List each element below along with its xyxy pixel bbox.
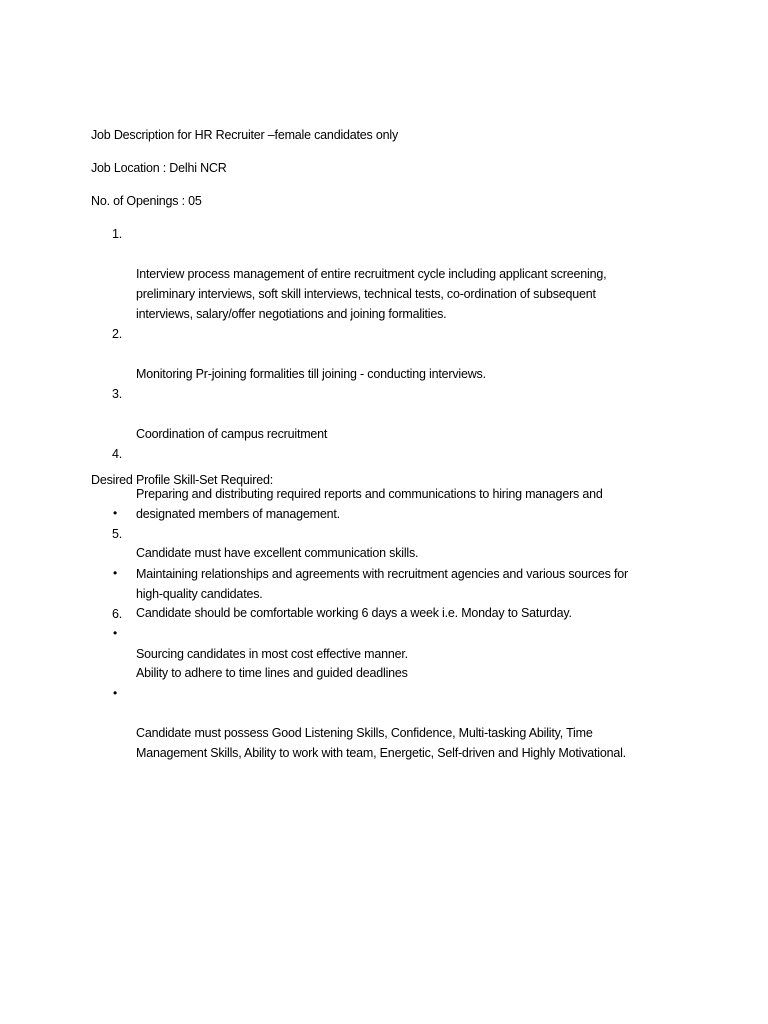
list-number: 4.	[112, 447, 123, 461]
list-number: 5.	[112, 527, 123, 541]
list-item-text: Candidate must possess Good Listening Skills, Confidence, Multi-tasking Ability, Time Management Skills, Ability to work with team, Energetic, Self-driven and Highly Motivational.	[136, 726, 626, 760]
list-item-text: Coordination of campus recruitment	[136, 427, 328, 441]
list-item-text: Sourcing candidates in most cost effective manner.	[136, 647, 408, 661]
list-item	[91, 623, 691, 683]
job-location: Job Location : Delhi NCR	[91, 161, 227, 175]
bullet-icon: •	[113, 686, 118, 700]
list-number: 6.	[112, 607, 123, 621]
number-of-openings: No. of Openings : 05	[91, 194, 202, 208]
list-number: 1.	[112, 227, 123, 241]
list-item-text: Candidate must have excellent communication skills.	[136, 546, 419, 560]
list-item	[91, 563, 691, 623]
list-item	[91, 503, 691, 563]
bullet-icon: •	[113, 506, 118, 520]
skills-list	[91, 503, 691, 763]
list-item-text: Interview process management of entire recruitment cycle including applicant screening, preliminary interviews, soft skill interviews, technical tests, co-ordination of subsequent interviews, salary/offer negotiations and joining formalities.	[136, 267, 607, 321]
bullet-icon: •	[113, 626, 118, 640]
list-item	[91, 324, 691, 384]
list-item-text: Ability to adhere to time lines and guided deadlines	[136, 666, 408, 680]
list-item-text: Monitoring Pr-joining formalities till joining - conducting interviews.	[136, 367, 486, 381]
list-number: 2.	[112, 327, 123, 341]
list-item-text: Preparing and distributing required reports and communications to hiring managers and designated members of management.	[136, 487, 603, 521]
list-item	[91, 683, 691, 763]
list-number: 3.	[112, 387, 123, 401]
bullet-icon: •	[113, 566, 118, 580]
list-item-text: Candidate should be comfortable working 6 days a week i.e. Monday to Saturday.	[136, 606, 572, 620]
list-item-text: Maintaining relationships and agreements with recruitment agencies and various sources for high-quality candidates.	[136, 567, 628, 601]
list-item	[91, 384, 691, 444]
profile-heading: Desired Profile Skill-Set Required:	[91, 473, 273, 487]
job-title: Job Description for HR Recruiter –female candidates only	[91, 128, 399, 142]
list-item	[91, 224, 691, 324]
